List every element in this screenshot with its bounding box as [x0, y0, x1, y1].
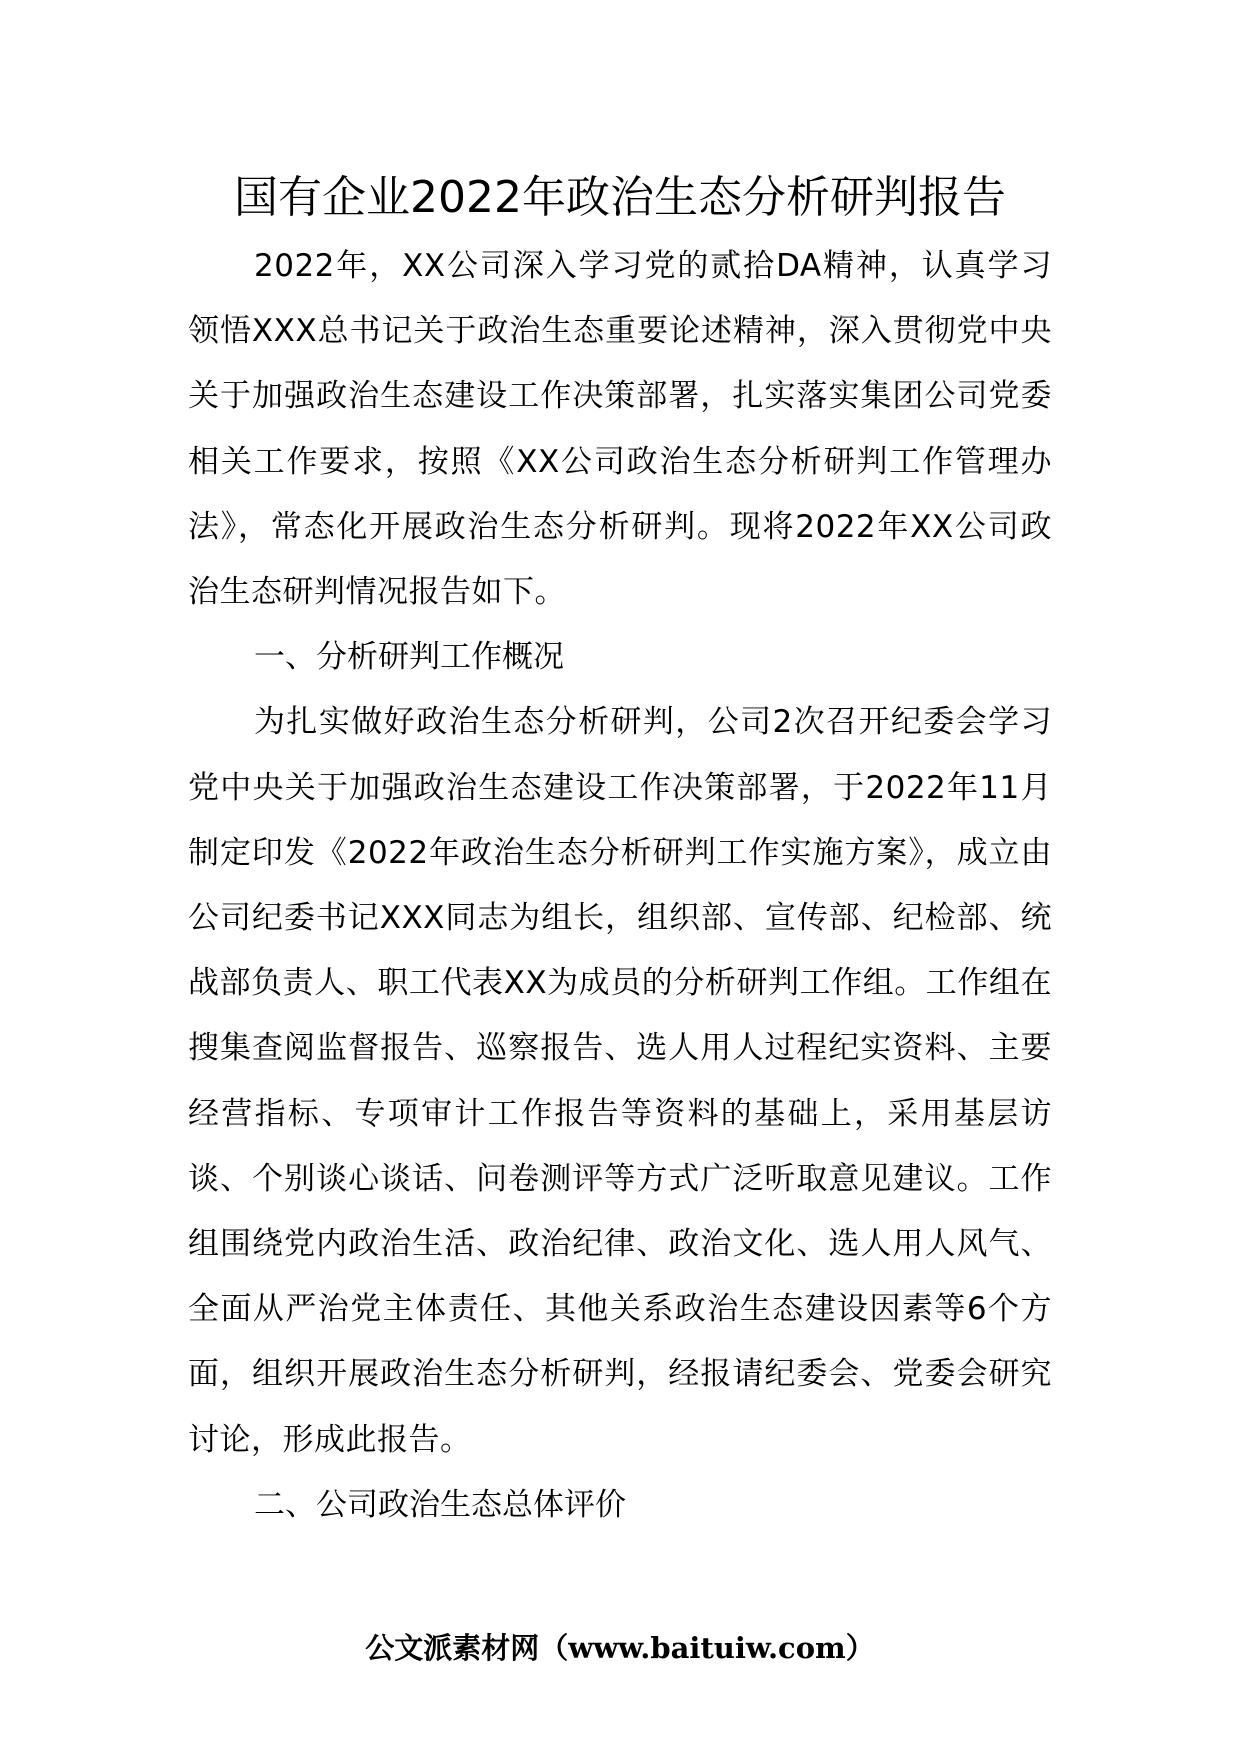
section-heading-2: 二、公司政治生态总体评价 — [254, 1486, 626, 1523]
document-body — [188, 234, 1052, 1538]
intro-paragraph: 2022年，XX公司深入学习党的贰拾DA精神，认真学习领悟XXX总书记关于政治生态重要论述精神，深入贯彻党中央关于加强政治生态建设工作决策部署，扎实落实集团公司党委相关工作要求，按照《XX公司政治生态分析研判工作管理办法》，常态化开展政治生态分析研判。现将2022年XX公司政治生态研判情况报告如下。 — [188, 248, 1052, 611]
footer-watermark: 公文派素材网（www.baituiw.com） — [365, 1631, 875, 1665]
section-1-paragraph: 为扎实做好政治生态分析研判，公司2次召开纪委会学习党中央关于加强政治生态建设工作决策部署，于2022年11月制定印发《2022年政治生态分析研判工作实施方案》，成立由公司纪委书记XXX同志为组长，组织部、宣传部、纪检部、统战部负责人、职工代表XX为成员的分析研判工作组。工作组在搜集查阅监督报告、巡察报告、选人用人过程纪实资料、主要经营指标、专项审计工作报告等资料的基础上，采用基层访谈、个别谈心谈话、问卷测评等方式广泛听取意见建议。工作组围绕党内政治生活、政治纪律、政治文化、选人用人风气、全面从严治党主体责任、其他关系政治生态建设因素等6个方面，组织开展政治生态分析研判，经报请纪委会、党委会研究讨论，形成此报告。 — [188, 704, 1052, 1458]
document-title: 国有企业2022年政治生态分析研判报告 — [234, 172, 1006, 223]
section-heading-1: 一、分析研判工作概况 — [254, 639, 564, 676]
